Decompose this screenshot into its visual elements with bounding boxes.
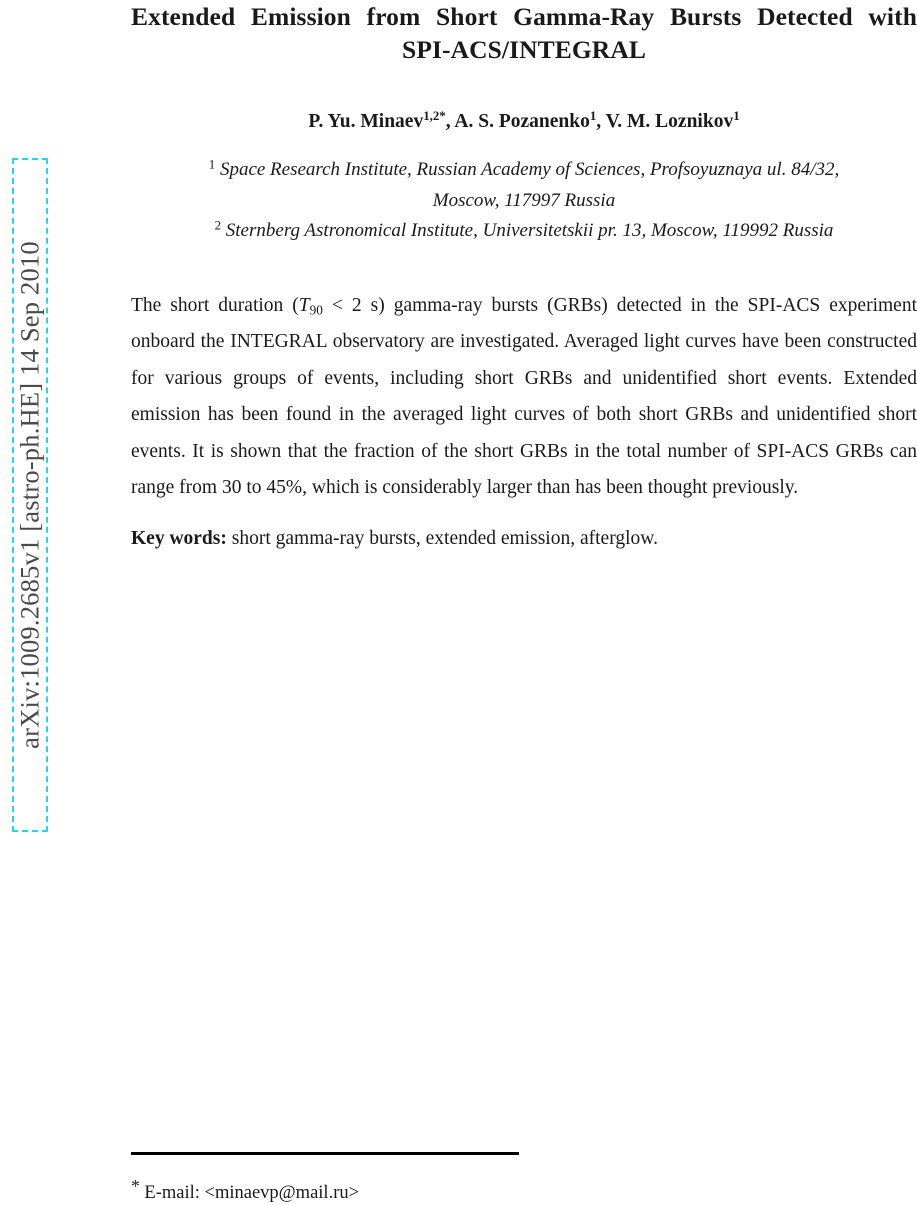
page-title-line-1: Extended Emission from Short Gamma-Ray Bursts Detected with <box>131 2 917 31</box>
math-subscript-90: 90 <box>309 301 323 317</box>
affiliation-1-line-1 <box>131 155 917 186</box>
abstract-text-part-1: The short duration ( <box>131 294 299 316</box>
author-affiliation-marks-2: 1 <box>589 108 597 123</box>
arxiv-identifier-stamp <box>12 158 48 832</box>
page-title <box>131 0 917 66</box>
page-title-line-2: SPI-ACS/INTEGRAL <box>402 35 646 64</box>
author-name-2: A. S. Pozanenko <box>454 111 590 132</box>
abstract-section <box>131 247 917 508</box>
author-name-3: V. M. Loznikov <box>605 111 734 132</box>
footnote-marker: * <box>131 1176 140 1196</box>
footnote-email <box>131 1155 917 1205</box>
affiliation-2-line-1 <box>131 216 917 247</box>
author-affiliation-marks-3: 1 <box>733 108 740 123</box>
keywords-label: Key words: <box>131 528 227 550</box>
abstract-math-t90 <box>299 295 323 316</box>
keywords-line <box>131 507 917 558</box>
affiliation-1-line-2: Moscow, 117997 Russia <box>432 189 616 211</box>
arxiv-identifier-text: arXiv:1009.2685v1 [astro-ph.HE] 14 Sep 2010 <box>14 241 45 749</box>
keywords-value: short gamma-ray bursts, extended emission, afterglow. <box>226 528 658 550</box>
footnote-email-text: E-mail: <minaevp@mail.ru> <box>139 1183 360 1204</box>
abstract-text-part-2: < 2 s) gamma-ray bursts (GRBs) detected in the SPI-ACS experiment onboard the INTEGRAL observatory are investigated. Averaged light curves have been constructed for various groups of events, including short GRBs and unidentified short events. Extended emission has been found in the averaged light curves of both short GRBs and unidentified short events. It is shown that the fraction of the short GRBs in the total number of SPI-ACS GRBs can range from 30 to 45%, which is considerably larger than has been thought previously. <box>131 294 917 499</box>
affiliation-2-text-1: Sternberg Astronomical Institute, Universitetskii pr. 13, Moscow, 119992 Russia <box>225 220 834 241</box>
author-affiliation-marks-1: 1,2* <box>423 108 446 123</box>
author-name-1: P. Yu. Minaev <box>308 111 424 132</box>
author-separator-2: , <box>596 111 606 132</box>
author-list <box>131 66 917 135</box>
paper-page <box>131 0 917 1204</box>
math-variable-t: T <box>298 294 310 316</box>
author-separator-1: , <box>445 111 455 132</box>
footnote-area <box>131 1152 917 1205</box>
affiliation-1-text-1: Space Research Institute, Russian Academy of Sciences, Profsoyuznaya ul. 84/32, <box>219 159 840 180</box>
affiliation-marker-2: 2 <box>214 217 222 233</box>
affiliation-block <box>131 135 917 247</box>
abstract-paragraph <box>131 288 917 508</box>
affiliation-marker-1: 1 <box>208 156 216 172</box>
